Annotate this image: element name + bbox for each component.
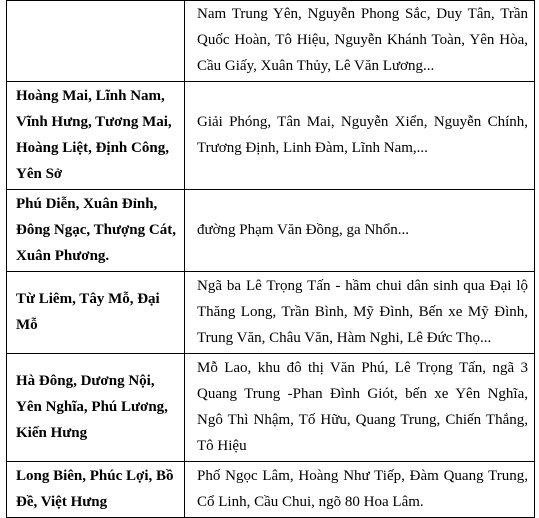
streets-cell: Giải Phóng, Tân Mai, Nguyễn Xiển, Nguyễn Chính, Trương Định, Linh Đàm, Lĩnh Nam,... bbox=[185, 82, 535, 190]
area-cell: Hà Đông, Dương Nội, Yên Nghĩa, Phú Lương, Kiến Hưng bbox=[7, 354, 185, 462]
area-cell: Từ Liêm, Tây Mỗ, Đại Mỗ bbox=[7, 272, 185, 354]
table-row bbox=[7, 82, 535, 190]
streets-cell: Phố Ngọc Lâm, Hoàng Như Tiếp, Đàm Quang Trung, Cổ Linh, Cầu Chui, ngõ 80 Hoa Lâm. bbox=[185, 462, 535, 518]
streets-cell: Ngã ba Lê Trọng Tấn - hầm chui dân sinh qua Đại lộ Thăng Long, Trần Bình, Mỹ Đình, Bến xe Mỹ Đình, Trung Văn, Châu Văn, Hàm Nghi, Lê Đức Thọ... bbox=[185, 272, 535, 354]
table-row bbox=[7, 1, 535, 82]
table-row bbox=[7, 272, 535, 354]
area-cell: Phú Diễn, Xuân Đỉnh, Đông Ngạc, Thượng Cát, Xuân Phương. bbox=[7, 190, 185, 272]
area-cell bbox=[7, 1, 185, 82]
streets-cell: Mỗ Lao, khu đô thị Văn Phú, Lê Trọng Tấn, ngã 3 Quang Trung -Phan Đình Giót, bến xe Yên Nghĩa, Ngô Thì Nhậm, Tố Hữu, Quang Trung, Chiến Thắng, Tô Hiệu bbox=[185, 354, 535, 462]
streets-cell: đường Phạm Văn Đồng, ga Nhổn... bbox=[185, 190, 535, 272]
area-cell: Hoàng Mai, Lĩnh Nam, Vĩnh Hưng, Tương Mai, Hoàng Liệt, Định Công, Yên Sở bbox=[7, 82, 185, 190]
table-row bbox=[7, 462, 535, 518]
table-row bbox=[7, 354, 535, 462]
table-row bbox=[7, 190, 535, 272]
area-cell: Long Biên, Phúc Lợi, Bồ Đề, Việt Hưng bbox=[7, 462, 185, 518]
streets-cell: Nam Trung Yên, Nguyễn Phong Sắc, Duy Tân, Trần Quốc Hoàn, Tô Hiệu, Nguyễn Khánh Toàn, Yên Hòa, Cầu Giấy, Xuân Thủy, Lê Văn Lương... bbox=[185, 1, 535, 82]
area-street-table bbox=[6, 0, 535, 518]
